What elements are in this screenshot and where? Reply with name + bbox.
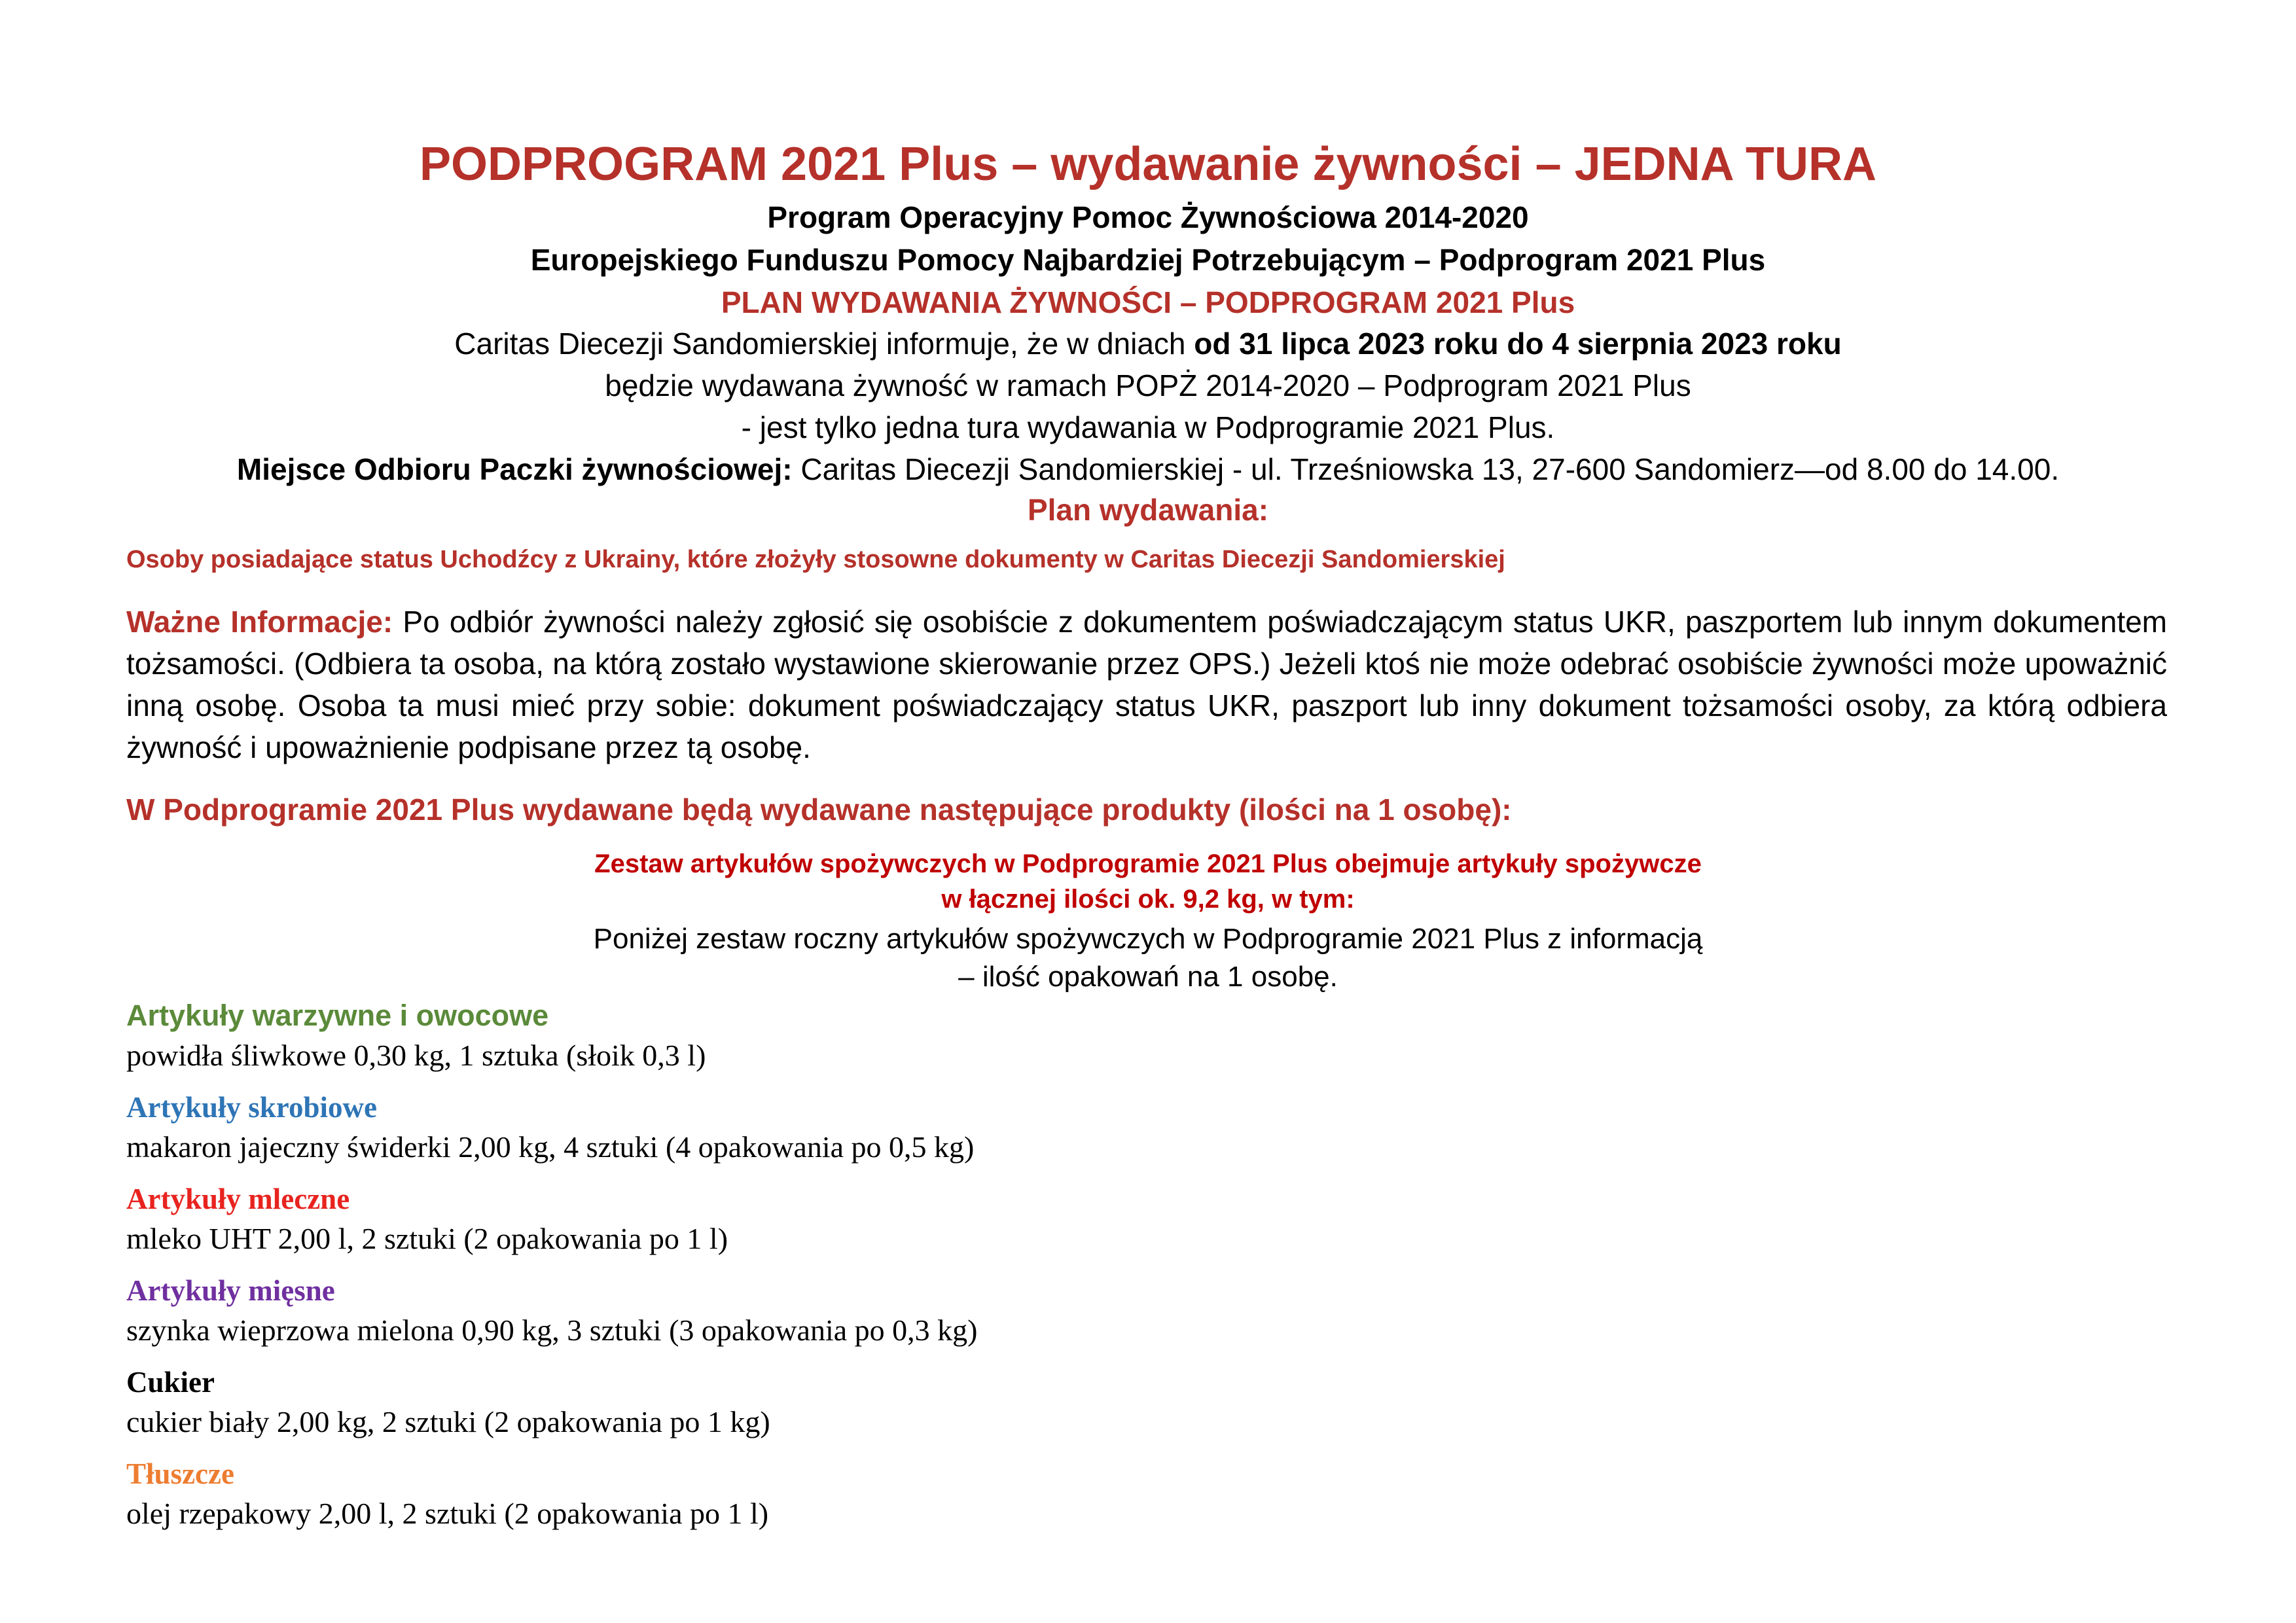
category-item: cukier biały 2,00 kg, 2 sztuki (2 opakowania po 1 kg) <box>126 1405 770 1438</box>
info-dates-line <box>0 326 2296 361</box>
info-dates-prefix: Caritas Diecezji Sandomierskiej informuje, że w dniach <box>454 327 1194 361</box>
category-heading: Artykuły skrobiowe <box>126 1091 377 1124</box>
products-intro: W Podprogramie 2021 Plus wydawane będą wydawane następujące produkty (ilości na 1 osobę): <box>126 793 1512 827</box>
important-information <box>126 601 2167 768</box>
set-description-line-3: Poniżej zestaw roczny artykułów spożywczych w Podprogramie 2021 Plus z informacją <box>593 923 1703 955</box>
info-line-2: będzie wydawana żywność w ramach POPŻ 2014-2020 – Podprogram 2021 Plus <box>605 368 1691 402</box>
refugees-note: Osoby posiadające status Uchodźcy z Ukrainy, które złożyły stosowne dokumenty w Caritas Diecezji Sandomierskiej <box>126 546 1505 573</box>
category-item: mleko UHT 2,00 l, 2 sztuki (2 opakowania po 1 l) <box>126 1222 728 1255</box>
program-name: Program Operacyjny Pomoc Żywnościowa 2014-2020 <box>767 200 1529 234</box>
category-heading: Cukier <box>126 1366 215 1399</box>
category-item: makaron jajeczny świderki 2,00 kg, 4 sztuki (4 opakowania po 0,5 kg) <box>126 1130 975 1164</box>
fund-name: Europejskiego Funduszu Pomocy Najbardziej Potrzebującym – Podprogram 2021 Plus <box>530 243 1766 277</box>
pickup-place-label: Miejsce Odbioru Paczki żywnościowej: <box>236 452 793 486</box>
category-heading: Artykuły mleczne <box>126 1183 350 1215</box>
important-label: Ważne Informacje: <box>126 605 393 639</box>
important-text: Po odbiór żywności należy zgłosić się osobiście z dokumentem poświadczającym status UKR, paszportem lub innym dokumentem tożsamości. (Odbiera ta osoba, na którą zostało wystawione skierowanie przez OPS.) Jeżeli ktoś nie może odebrać osobiście żywności może upoważnić inną osobę. Osoba ta musi mieć przy sobie: dokument poświadczający status UKR, paszport lub inny dokument tożsamości osoby, za którą odbiera żywność i upoważnienie podpisane przez tą osobę. <box>126 605 2168 764</box>
category-item: szynka wieprzowa mielona 0,90 kg, 3 sztuki (3 opakowania po 0,3 kg) <box>126 1313 978 1347</box>
category-heading: Tłuszcze <box>126 1457 234 1490</box>
category-heading: Artykuły warzywne i owocowe <box>126 999 549 1032</box>
set-description-line-4: – ilość opakowań na 1 osobę. <box>958 961 1338 993</box>
category-item: olej rzepakowy 2,00 l, 2 sztuki (2 opakowania po 1 l) <box>126 1497 769 1530</box>
info-dates: od 31 lipca 2023 roku do 4 sierpnia 2023 roku <box>1194 327 1842 361</box>
pickup-place-line <box>0 452 2296 487</box>
category-heading: Artykuły mięsne <box>126 1274 335 1307</box>
category-item: powidła śliwkowe 0,30 kg, 1 sztuka (słoik 0,3 l) <box>126 1039 706 1072</box>
set-description-line-1: Zestaw artykułów spożywczych w Podprogramie 2021 Plus obejmuje artykuły spożywcze <box>594 849 1702 878</box>
info-line-3: - jest tylko jedna tura wydawania w Podprogramie 2021 Plus. <box>741 410 1555 444</box>
plan-heading: PLAN WYDAWANIA ŻYWNOŚCI – PODPROGRAM 2021 Plus <box>721 285 1575 319</box>
set-description-line-2: w łącznej ilości ok. 9,2 kg, w tym: <box>941 885 1355 914</box>
page-title: PODPROGRAM 2021 Plus – wydawanie żywności – JEDNA TURA <box>420 138 1876 190</box>
distribution-plan-heading: Plan wydawania: <box>1027 493 1269 527</box>
pickup-place-value: Caritas Diecezji Sandomierskiej - ul. Trześniowska 13, 27-600 Sandomierz—od 8.00 do 14.00. <box>792 452 2060 486</box>
